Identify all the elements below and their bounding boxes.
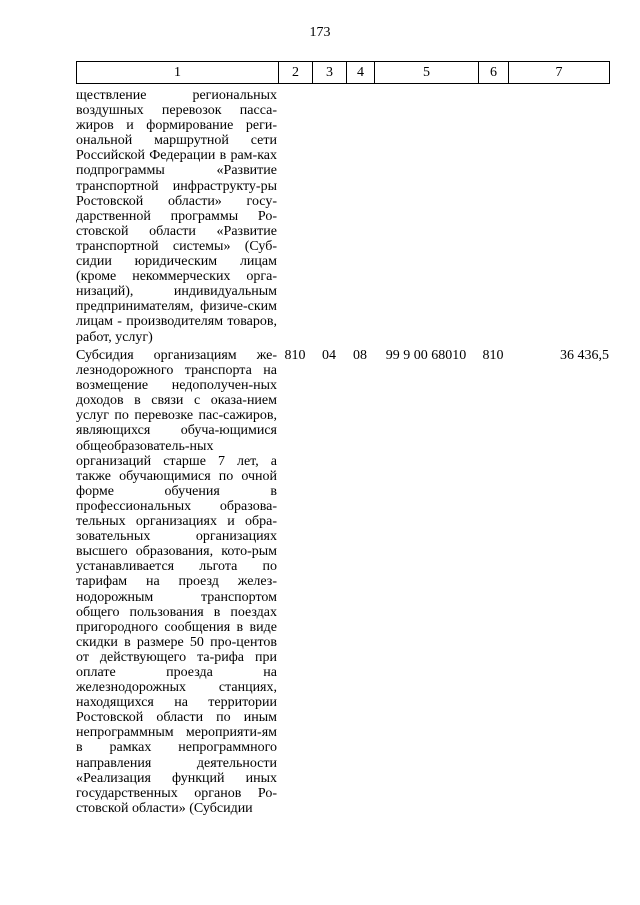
page-number: 173 bbox=[309, 25, 331, 40]
column-header-3: 3 bbox=[313, 62, 347, 84]
row-2-col-4: 08 bbox=[353, 348, 367, 363]
column-header-1: 1 bbox=[77, 62, 279, 84]
row-2-col-3: 04 bbox=[322, 348, 336, 363]
column-header-5: 5 bbox=[375, 62, 479, 84]
column-header-2: 2 bbox=[279, 62, 313, 84]
table-header-row bbox=[77, 62, 610, 84]
row-2-col-7: 36 436,5 bbox=[560, 348, 609, 363]
table-header bbox=[76, 61, 610, 84]
row-2-col-5: 99 9 00 68010 bbox=[385, 348, 467, 363]
row-2-col-6: 810 bbox=[482, 348, 504, 363]
column-header-4: 4 bbox=[347, 62, 375, 84]
row-2-col-2: 810 bbox=[284, 348, 306, 363]
column-header-6: 6 bbox=[479, 62, 509, 84]
row-1-description: ществление региональных воздушных перевозок пасса-жиров и формирование реги-ональной маршрутной сети Российской Федерации в рам-ках подпрограммы «Развитие транспортной инфраструкту-ры Ростовской области» госу-дарственной программы Ро-стовской области «Развитие транспортной системы» (Суб-сидии юридическим лицам (кроме некоммерческих орга-низаций), индивидуальным предпринимателям, физиче-ским лицам - производителям товаров, работ, услуг) bbox=[76, 88, 277, 345]
row-2-description: Субсидия организациям же-лезнодорожного транспорта на возмещение недополучен-ных доходов в связи с оказа-нием услуг по перевозке пас-сажиров, являющихся обуча-ющимися общеобразователь-ных организаций старше 7 лет, а также обучающимися по очной форме обучения в профессиональных образова-тельных организациях и обра-зовательных организациях высшего образования, кото-рым устанавливается льгота по тарифам на проезд желез-нодорожным транспортом общего пользования в поездах пригородного сообщения в виде скидки в размере 50 про-центов от действующего та-рифа при оплате проезда на железнодорожных станциях, находящихся на территории Ростовской области по иным непрограммным мероприяти-ям в рамках непрограммного направления деятельности «Реализация функций иных государственных органов Ро-стовской области» (Субсидии bbox=[76, 348, 277, 816]
column-header-7: 7 bbox=[509, 62, 610, 84]
